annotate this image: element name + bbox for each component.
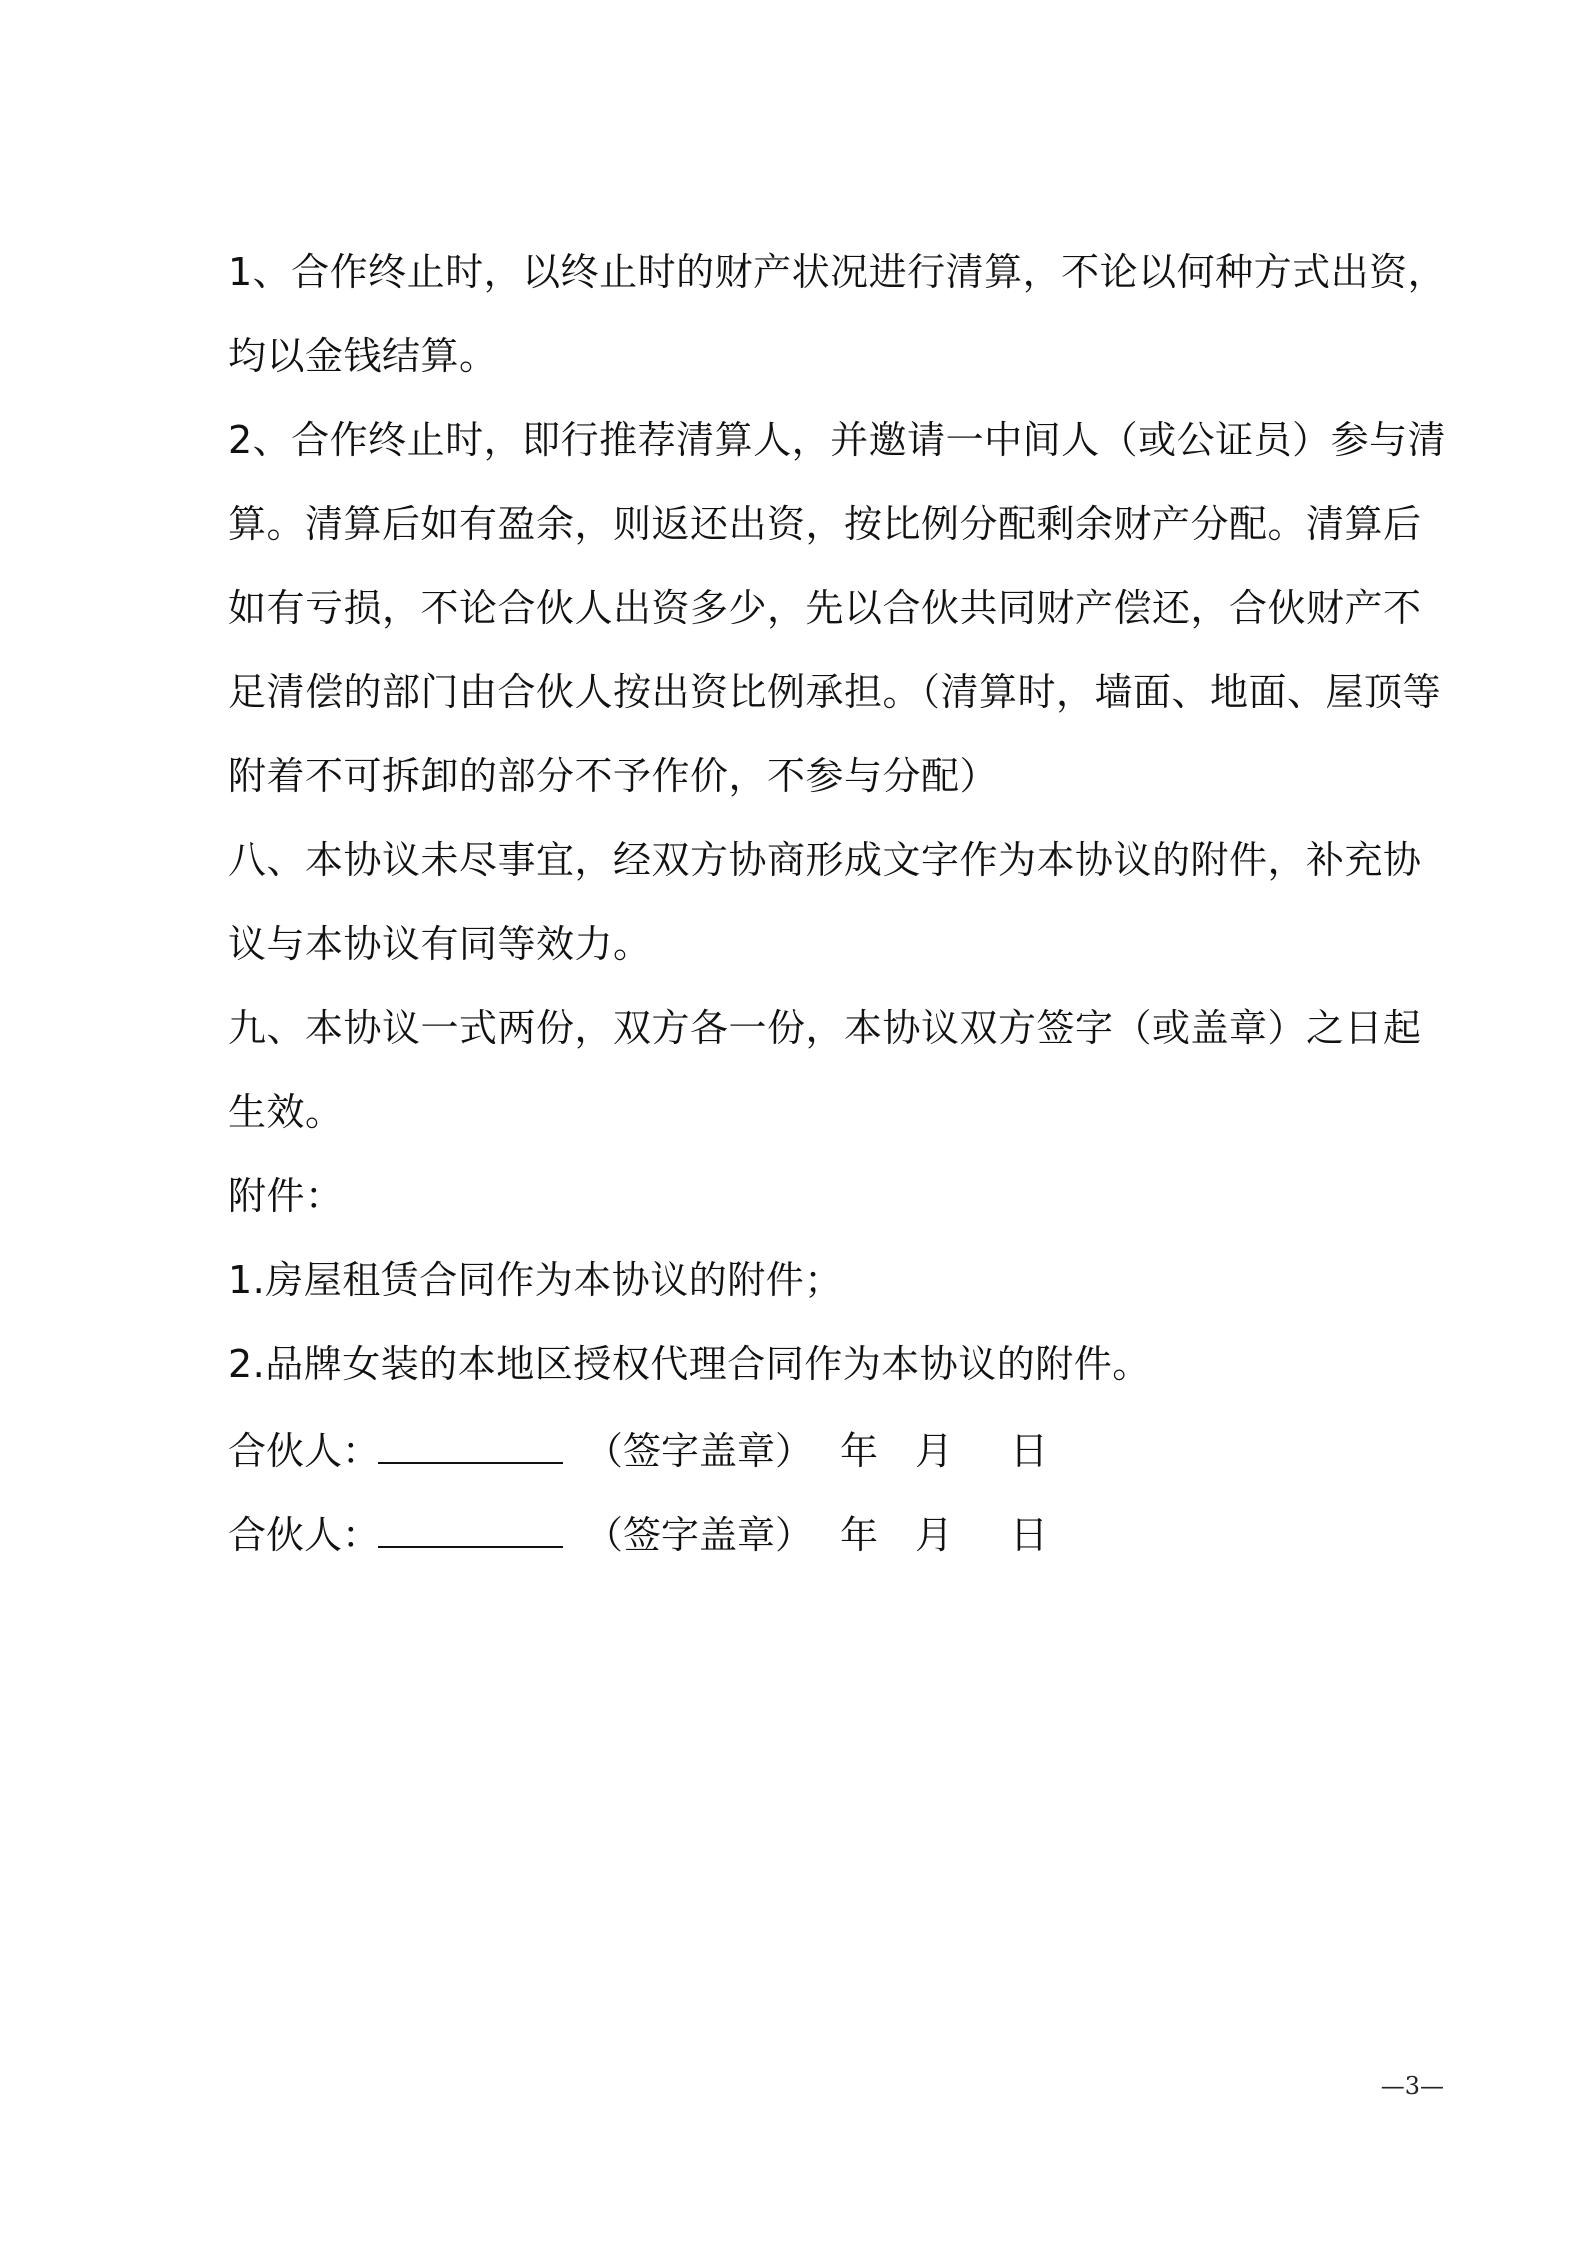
document-body [228, 230, 1447, 1574]
signature-label: 合伙人： [228, 1429, 381, 1473]
signature-label: 合伙人： [228, 1513, 381, 1557]
paragraph-line: 如有亏损，不论合伙人出资多少，先以合伙共同财产偿还，合伙财产不 [228, 586, 1422, 630]
paragraph-line: 2、合作终止时，即行推荐清算人，并邀请一中间人（或公证员）参与清 [228, 418, 1447, 462]
paragraph-line: 九、本协议一式两份，双方各一份，本协议双方签字（或盖章）之日起 [228, 1006, 1422, 1050]
paragraph-line: 八、本协议未尽事宜，经双方协商形成文字作为本协议的附件，补充协 [228, 838, 1422, 882]
signature-row [228, 1490, 1408, 1574]
signature-row [228, 1406, 1408, 1490]
attachment-item: 2.品牌女装的本地区授权代理合同作为本协议的附件。 [228, 1342, 1151, 1386]
paragraph-line: 足清偿的部门由合伙人按出资比例承担。（清算时，墙面、地面、屋顶等 [228, 670, 1442, 714]
date-year: 年 [840, 1429, 879, 1473]
paragraph-line: 算。清算后如有盈余，则返还出资，按比例分配剩余财产分配。清算后 [228, 502, 1422, 546]
attachment-item: 1.房屋租赁合同作为本协议的附件； [228, 1258, 843, 1302]
attachments-heading: 附件： [228, 1174, 344, 1218]
paragraph-line: 生效。 [228, 1090, 344, 1134]
signature-blank-line [378, 1490, 563, 1548]
paragraph-line: 议与本协议有同等效力。 [228, 922, 652, 966]
date-day: 日 [1010, 1513, 1049, 1557]
paragraph-line: 附着不可拆卸的部分不予作价，不参与分配） [228, 754, 999, 798]
signature-note: （签字盖章） [585, 1429, 814, 1473]
date-day: 日 [1010, 1429, 1049, 1473]
signature-note: （签字盖章） [585, 1513, 814, 1557]
page-number: —3— [1380, 2072, 1444, 2100]
date-year: 年 [840, 1513, 879, 1557]
signature-blank-line [378, 1406, 563, 1464]
date-month: 月 [915, 1513, 954, 1557]
paragraph-line: 1、合作终止时，以终止时的财产状况进行清算，不论以何种方式出资， [228, 250, 1447, 294]
paragraph-line: 均以金钱结算。 [228, 334, 498, 378]
date-month: 月 [915, 1429, 954, 1473]
